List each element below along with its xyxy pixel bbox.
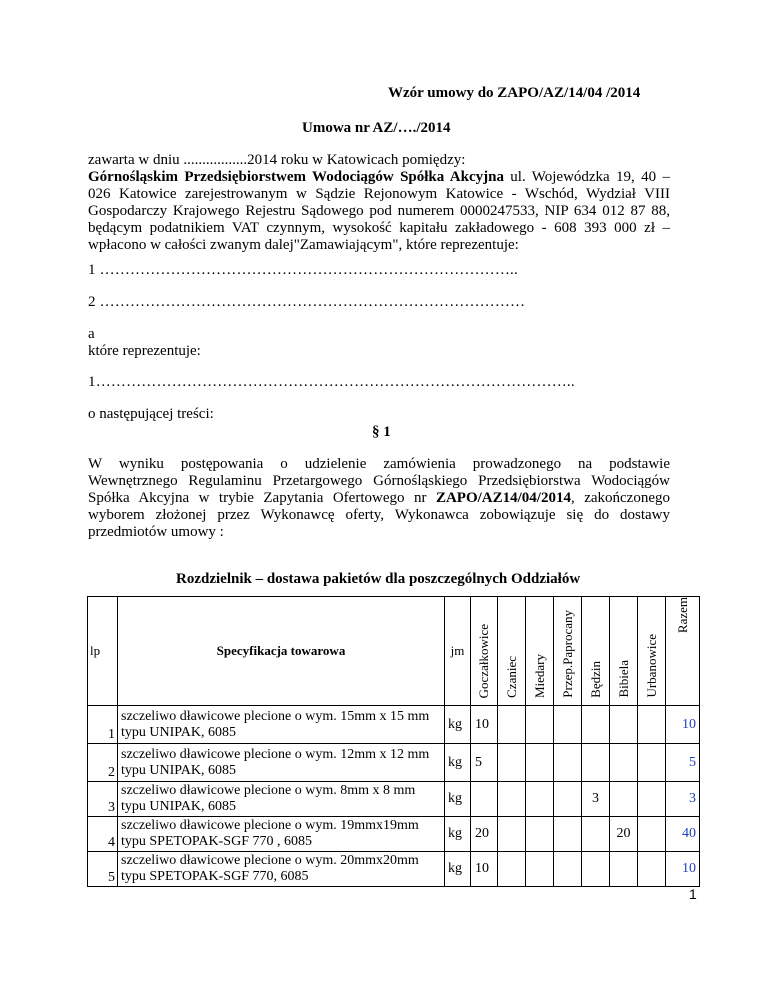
header-miedary-label: Miedary — [531, 653, 547, 698]
cell-goczalkowice: 10 — [471, 852, 498, 887]
section1-line-4: wyborem złożonej przez Wykonawcę oferty, Wykonawca zobowiązuje się do dostawy — [88, 507, 670, 523]
cell-bibiela — [610, 852, 638, 887]
page-number: 1 — [689, 886, 697, 902]
row-spec-line1: szczeliwo dławicowe plecione o wym. 8mm x 8 mm — [121, 783, 416, 798]
table-header-row — [88, 597, 700, 706]
cell-total: 5 — [666, 744, 700, 782]
cell-paprocany — [554, 744, 582, 782]
intro-line-1: zawarta w dniu .................2014 roku w Katowicach pomiędzy: — [88, 152, 466, 168]
company-address: ul. Wojewódzka 19, 40 – — [503, 169, 670, 185]
header-lp: lp — [88, 597, 118, 706]
section1-line-3 — [88, 490, 670, 507]
intro-line-3: 026 Katowice zarejestrowanym w Sądzie Rejonowym Katowice - Wschód, Wydział VIII — [88, 186, 670, 202]
section1-paragraph — [88, 456, 670, 541]
representative-1-line: 1 ……………………………………………………………………….. — [88, 262, 518, 278]
cell-goczalkowice: 5 — [471, 744, 498, 782]
pattern-title: Wzór umowy do ZAPO/AZ/14/04 /2014 — [388, 85, 641, 101]
row-jm: kg — [445, 852, 471, 887]
cell-bedzin — [582, 817, 610, 852]
row-spec-line2: typu UNIPAK, 6085 — [121, 724, 236, 740]
cell-paprocany — [554, 782, 582, 817]
distribution-table — [87, 596, 700, 887]
conjunction-a: a — [88, 326, 95, 342]
cell-bibiela — [610, 744, 638, 782]
cell-total: 3 — [666, 782, 700, 817]
header-jm: jm — [445, 597, 471, 706]
header-total-label: Razem — [674, 597, 690, 634]
header-goczalkowice — [471, 597, 498, 706]
cell-total: 10 — [666, 852, 700, 887]
header-bedzin-label: Będzin — [587, 661, 603, 698]
company-name: Górnośląskim Przedsiębiorstwem Wodociągów Spółka Akcyjna — [88, 169, 504, 185]
table-title: Rozdzielnik – dostawa pakietów dla poszczególnych Oddziałów — [176, 571, 581, 587]
cell-bedzin — [582, 852, 610, 887]
row-lp: 5 — [88, 852, 118, 887]
section1-line-3-post: , zakończonego — [570, 490, 670, 506]
row-spec-line2: typu UNIPAK, 6085 — [121, 762, 236, 778]
row-spec — [118, 744, 445, 782]
row-jm: kg — [445, 782, 471, 817]
cell-czaniec — [498, 782, 526, 817]
which-represents-label: które reprezentuje: — [88, 343, 201, 359]
following-content-label: o następującej treści: — [88, 406, 214, 422]
section1-line-1: W wyniku postępowania o udzielenie zamówienia prowadzonego na podstawie — [88, 456, 670, 472]
intro-line-5: będącym podatnikiem VAT czynnym, wysokość kapitału zakładowego - 608 393 000 zł – — [88, 220, 670, 236]
cell-bedzin — [582, 706, 610, 744]
cell-czaniec — [498, 706, 526, 744]
header-miedary — [526, 597, 554, 706]
intro-line-6: wpłacono w całości zwanym dalej"Zamawiającym", które reprezentuje: — [88, 237, 519, 253]
cell-bibiela: 20 — [610, 817, 638, 852]
row-lp: 1 — [88, 706, 118, 744]
cell-miedary — [526, 817, 554, 852]
row-spec-line2: typu SPETOPAK-SGF 770, 6085 — [121, 869, 309, 884]
intro-line-4: Gospodarczy Krajowego Rejestru Sądowego pod numerem 0000247533, NIP 634 012 87 88, — [88, 203, 670, 219]
row-lp: 4 — [88, 817, 118, 852]
cell-paprocany — [554, 852, 582, 887]
row-spec-line2: typu UNIPAK, 6085 — [121, 799, 236, 814]
cell-miedary — [526, 744, 554, 782]
cell-urbanowice — [638, 852, 666, 887]
header-urbanowice-label: Urbanowice — [643, 634, 659, 698]
contractor-representative-line: 1………………………………………………………………………………….. — [88, 374, 575, 390]
header-bibiela — [610, 597, 638, 706]
cell-goczalkowice: 20 — [471, 817, 498, 852]
cell-bedzin — [582, 744, 610, 782]
table-row — [88, 706, 700, 744]
intro-paragraph — [88, 152, 670, 254]
row-jm: kg — [445, 817, 471, 852]
cell-urbanowice — [638, 744, 666, 782]
row-spec-line1: szczeliwo dławicowe plecione o wym. 15mm x 15 mm — [121, 708, 430, 724]
row-spec — [118, 706, 445, 744]
row-spec — [118, 852, 445, 887]
cell-paprocany — [554, 706, 582, 744]
section1-line-3-pre: Spółka Akcyjna w trybie Zapytania Ofertowego nr — [88, 490, 436, 506]
table-row — [88, 744, 700, 782]
section1-line-5: przedmiotów umowy : — [88, 524, 224, 540]
header-goczalkowice-label: Goczałkowice — [476, 623, 491, 698]
cell-paprocany — [554, 817, 582, 852]
cell-miedary — [526, 852, 554, 887]
row-spec-line1: szczeliwo dławicowe plecione o wym. 19mmx19mm — [121, 818, 419, 833]
cell-urbanowice — [638, 706, 666, 744]
header-paprocany-label: Przep.Paprocany — [559, 610, 575, 698]
cell-miedary — [526, 782, 554, 817]
cell-bedzin: 3 — [582, 782, 610, 817]
cell-urbanowice — [638, 782, 666, 817]
cell-czaniec — [498, 744, 526, 782]
cell-goczalkowice — [471, 782, 498, 817]
cell-czaniec — [498, 852, 526, 887]
header-czaniec-label: Czaniec — [503, 656, 519, 698]
table-row — [88, 817, 700, 852]
row-jm: kg — [445, 744, 471, 782]
row-spec-line2: typu SPETOPAK-SGF 770 , 6085 — [121, 834, 312, 849]
header-czaniec — [498, 597, 526, 706]
cell-bibiela — [610, 706, 638, 744]
row-lp: 2 — [88, 744, 118, 782]
header-bibiela-label: Bibiela — [615, 660, 631, 698]
table-row — [88, 852, 700, 887]
row-lp: 3 — [88, 782, 118, 817]
representative-2-line: 2 ………………………………………………………………………… — [88, 294, 526, 310]
offer-number: ZAPO/AZ14/04/2014 — [435, 490, 571, 506]
header-bedzin — [582, 597, 610, 706]
row-spec — [118, 782, 445, 817]
table-row — [88, 782, 700, 817]
section-symbol: § 1 — [372, 424, 391, 440]
header-urbanowice — [638, 597, 666, 706]
header-spec: Specyfikacja towarowa — [118, 597, 445, 706]
cell-total: 40 — [666, 817, 700, 852]
row-spec — [118, 817, 445, 852]
cell-urbanowice — [638, 817, 666, 852]
header-total — [666, 597, 700, 706]
cell-miedary — [526, 706, 554, 744]
row-spec-line1: szczeliwo dławicowe plecione o wym. 12mm x 12 mm — [121, 746, 430, 762]
cell-goczalkowice: 10 — [471, 706, 498, 744]
contract-title: Umowa nr AZ/…./2014 — [302, 120, 451, 136]
header-paprocany — [554, 597, 582, 706]
row-spec-line1: szczeliwo dławicowe plecione o wym. 20mmx20mm — [121, 853, 419, 868]
row-jm: kg — [445, 706, 471, 744]
cell-total: 10 — [666, 706, 700, 744]
cell-bibiela — [610, 782, 638, 817]
section1-line-2: Wewnętrznego Regulaminu Przetargowego Górnośląskiego Przedsiębiorstwa Wodociągów — [88, 473, 670, 489]
cell-czaniec — [498, 817, 526, 852]
intro-line-2 — [88, 169, 670, 186]
